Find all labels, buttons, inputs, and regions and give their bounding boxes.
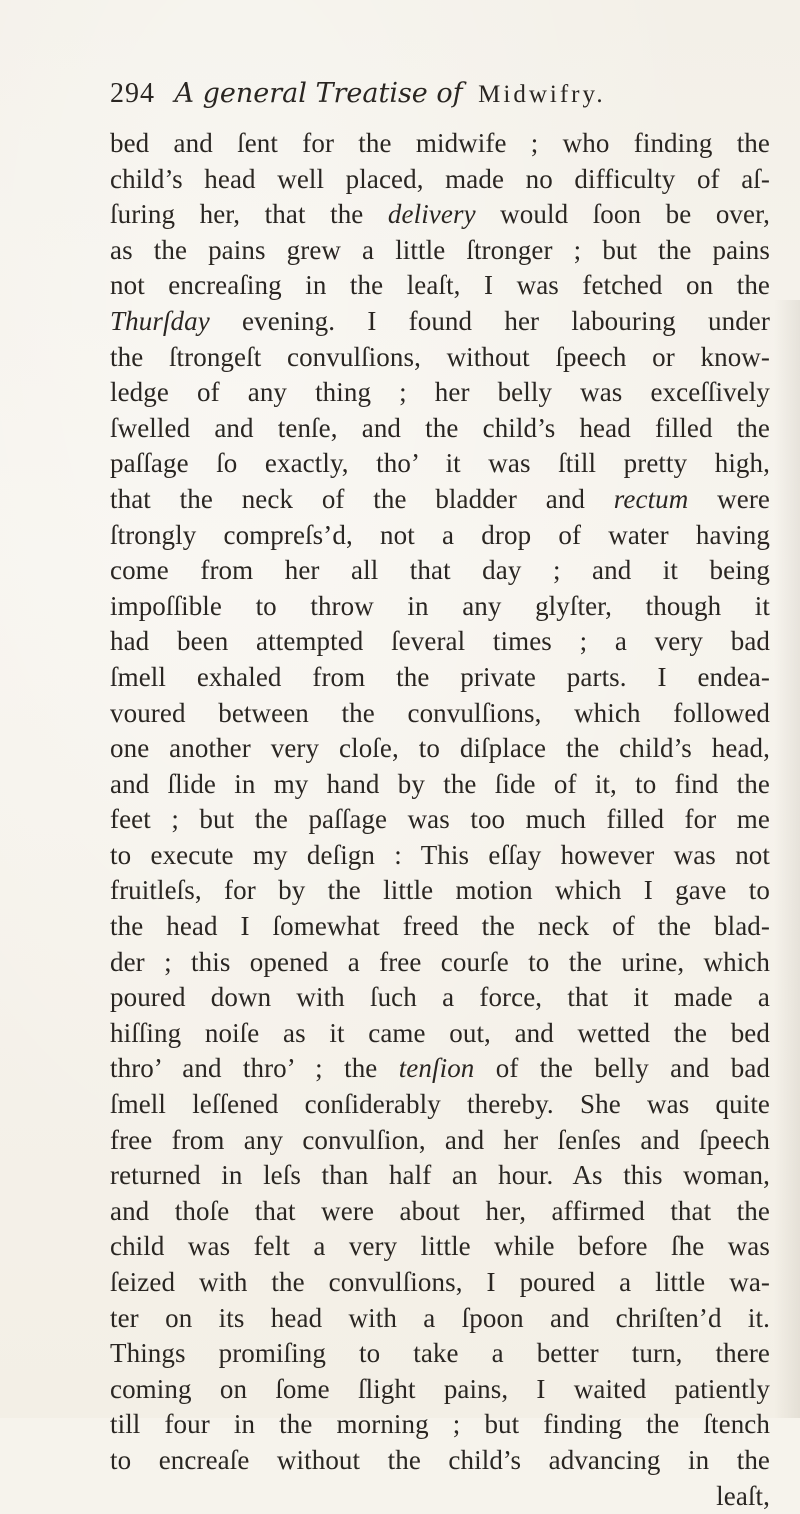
text-line xyxy=(110,126,770,162)
text-segment: ſeized with the convulſions, I poured a little wa- xyxy=(110,1267,770,1297)
italic-text: Thurſday xyxy=(110,305,210,336)
text-segment: come from her all that day ; and it being xyxy=(110,555,770,586)
text-line xyxy=(110,624,770,660)
text-line xyxy=(110,482,770,518)
text-segment: thro’ and thro’ ; the xyxy=(110,1053,399,1084)
italic-text: rectum xyxy=(613,483,689,514)
text-line xyxy=(110,1372,770,1408)
text-segment: impoſſible to throw in any glyſter, though it xyxy=(110,590,770,621)
text-segment: evening. I found her labouring under xyxy=(209,305,770,336)
text-line xyxy=(110,1194,770,1230)
text-segment: to encreaſe without the child’s advancing in the xyxy=(110,1444,770,1475)
text-line xyxy=(110,767,770,803)
text-line xyxy=(110,1443,770,1479)
page-edge-shadow xyxy=(774,300,800,1418)
text-segment: coming on ſome ſlight pains, I waited patiently xyxy=(110,1373,770,1404)
text-segment: and ſlide in my hand by the ſide of it, to find the xyxy=(110,768,770,799)
text-segment: returned in leſs than half an hour. As this woman, xyxy=(110,1160,770,1191)
running-header xyxy=(110,68,770,118)
text-segment: had been attempted ſeveral times ; a very bad xyxy=(110,626,770,657)
text-segment: poured down with ſuch a force, that it made a xyxy=(110,982,770,1013)
text-segment: the ſtrongeſt convulſions, without ſpeech or know- xyxy=(110,341,770,372)
text-segment: paſſage ſo exactly, tho’ it was ſtill pretty high, xyxy=(110,448,770,479)
italic-text: tenſion xyxy=(398,1053,475,1084)
text-line xyxy=(110,1479,770,1514)
text-segment: child was felt a very little while before ſhe was xyxy=(110,1231,770,1262)
text-segment: der ; this opened a free courſe to the urine, which xyxy=(110,946,770,977)
text-segment: voured between the convulſions, which followed xyxy=(110,697,770,728)
text-line xyxy=(110,1087,770,1123)
text-line xyxy=(110,446,770,482)
text-segment: ſwelled and tenſe, and the child’s head filled the xyxy=(110,412,770,443)
text-segment: child’s head well placed, made no difficulty of aſ- xyxy=(110,163,770,194)
text-segment: ledge of any thing ; her belly was exceſſively xyxy=(110,377,770,408)
text-line xyxy=(110,696,770,732)
text-line xyxy=(110,411,770,447)
text-line xyxy=(110,1229,770,1265)
text-segment: ſmell leſſened conſiderably thereby. She was quite xyxy=(110,1089,770,1120)
text-line xyxy=(110,375,770,411)
text-line xyxy=(110,1016,770,1052)
text-segment: that the neck of the bladder and xyxy=(110,483,614,514)
text-line xyxy=(110,980,770,1016)
text-segment: free from any convulſion, and her ſenſes and ſpeech xyxy=(110,1124,770,1155)
text-line xyxy=(110,873,770,909)
text-segment: fruitleſs, for by the little motion which I gave to xyxy=(110,875,770,906)
text-segment: would ſoon be over, xyxy=(475,199,770,230)
text-line xyxy=(110,589,770,625)
body-text xyxy=(110,126,770,1514)
text-segment: and thoſe that were about her, affirmed that the xyxy=(110,1195,770,1226)
text-segment: leaſt, xyxy=(716,1480,770,1511)
text-line xyxy=(110,1336,770,1372)
text-line xyxy=(110,553,770,589)
text-segment: Things promiſing to take a better turn, there xyxy=(110,1338,770,1369)
text-segment: as the pains grew a little ſtronger ; but the pains xyxy=(110,234,770,265)
text-segment: of the belly and bad xyxy=(474,1053,770,1084)
text-line xyxy=(110,838,770,874)
text-segment: ſmell exhaled from the private parts. I endea- xyxy=(110,661,770,692)
running-title: A general Treatise of xyxy=(174,78,463,109)
text-segment: one another very cloſe, to diſplace the child’s head, xyxy=(110,733,770,764)
text-segment: to execute my deſign : This eſſay however was not xyxy=(110,839,770,870)
text-segment: bed and ſent for the midwife ; who finding the xyxy=(110,128,770,158)
text-segment: were xyxy=(688,483,770,514)
text-segment: ſuring her, that the xyxy=(110,199,388,230)
text-line xyxy=(110,1158,770,1194)
text-line xyxy=(110,518,770,554)
text-segment: feet ; but the paſſage was too much filled for me xyxy=(110,804,770,835)
text-line xyxy=(110,660,770,696)
text-line xyxy=(110,945,770,981)
text-segment: till four in the morning ; but finding the ſtench xyxy=(110,1409,770,1440)
text-segment: ſtrongly compreſs’d, not a drop of water having xyxy=(110,519,770,550)
text-line xyxy=(110,1123,770,1159)
text-line xyxy=(110,1265,770,1301)
italic-text: delivery xyxy=(387,199,476,230)
text-line xyxy=(110,268,770,304)
text-segment: the head I ſomewhat freed the neck of the blad- xyxy=(110,911,770,942)
text-line xyxy=(110,731,770,767)
text-line xyxy=(110,162,770,198)
text-segment: not encreaſing in the leaſt, I was fetched on the xyxy=(110,270,770,301)
text-line xyxy=(110,909,770,945)
text-line xyxy=(110,1051,770,1087)
text-segment: hiſſing noiſe as it came out, and wetted the bed xyxy=(110,1017,770,1048)
text-line xyxy=(110,197,770,233)
text-line xyxy=(110,802,770,838)
text-line xyxy=(110,340,770,376)
text-segment: ter on its head with a ſpoon and chriſten’d it. xyxy=(110,1302,770,1333)
text-line xyxy=(110,304,770,340)
text-line xyxy=(110,233,770,269)
page-number: 294 xyxy=(110,78,155,109)
text-line xyxy=(110,1407,770,1443)
text-line xyxy=(110,1301,770,1337)
running-subject: Midwifry. xyxy=(478,81,606,108)
